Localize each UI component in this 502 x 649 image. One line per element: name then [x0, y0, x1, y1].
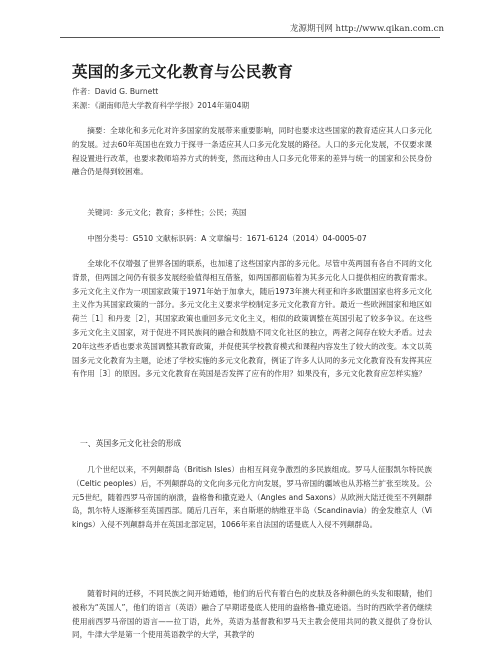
article-abstract: 摘要：全球化和多元化对许多国家的发展带来重要影响，同时也要求这些国家的教育适应其人口多元化的发展。过去60年英国也在致力于探寻一条适应其人口多元化发展的路径。人口的多元化发展，不仅要求课程设置进行改革，也要求教师培养方式的转变，然而这种由人口多元化带来的差异与统一的国家和公民身份融合仍是得到较困难。 — [72, 126, 432, 177]
section-heading: 一、英国多元文化社会的形成 — [80, 439, 182, 448]
header-divider — [60, 37, 440, 38]
article-title: 英国的多元文化教育与公民教育 — [72, 63, 294, 81]
body-paragraph: 几个世纪以来，不列颠群岛（British Isles）由相互间竞争激烈的多民族组成。罗马人征服凯尔特民族（Celtic peoples）后，不列颠群岛的文化向多元化方向发展，罗马帝国的疆域也从苏格兰扩张至埃及。公元5世纪，随着西罗马帝国的崩溃，盎格鲁和撒克逊人（Angles and Saxons）从欧洲大陆迁徙至不列颠群岛，凯尔特人逐渐移至英国西部。随后几百年，来自斯堪的纳维亚半岛（Scandinavia）的金发维京人（Vikings）入侵不列颠群岛并在英国北部定居，1066年来自法国的诺曼底人入侵不列颠群岛。 — [72, 465, 432, 530]
article-classification: 中图分类号：G510 文献标识码：A 文章编号：1671-6124（2014）04-0005-07 — [87, 234, 367, 243]
header-site-url: 龙源期刊网 http://www.qikan.com.cn — [289, 24, 444, 34]
article-keywords: 关键词：多元文化；教育；多样性；公民；英国 — [87, 208, 247, 217]
body-paragraph: 全球化不仅增强了世界各国的联系，也加速了这些国家内部的多元化。尽管中英两国有各自不同的文化背景，但两国之间仍有很多发展经验值得相互借鉴，如两国都面临着为其多元化人口提供相应的教育需求。多元文化主义作为一项国家政策于1971年始于加拿大，随后1973年澳大利亚和许多欧盟国家也将多元文化主义作为其国家政策的一部分。多元文化主义要求学校制定多元文化教育方针。最近一些欧洲国家和地区如荷兰［1］和丹麦［2］，其国家政策也重回多元文化主义，相似的政策调整在英国引起了较多争议。在这些多元文化主义国家，对于促进不同民族间的融合和鼓励不同文化社区的独立，两者之间存在较大矛盾。过去20年这些矛盾也要求英国调整其教育政策，并促使其学校教育模式和课程内容发生了较大的改变。本文以英国多元文化教育为主题，论述了学校实施的多元文化教育，例证了许多人认同的多元文化教育没有发挥其应有作用［3］的原因。多元文化教育在英国是否发挥了应有的作用？如果没有，多元文化教育应怎样实施？ — [72, 259, 432, 379]
body-paragraph: 随着时间的迁移，不同民族之间开始通婚，他们的后代有着白色的皮肤及各种颜色的头发和眼睛，他们被称为“英国人”，他们的语言（英语）融合了早期诺曼底人使用的盎格鲁-撒克逊语。当时的西欧学者仍继续使用前西罗马帝国的语言——拉丁语，此外，英语为基督教和罗马天主教会使用共同的教义提供了身份认同，牛津大学是第一个使用英语教学的大学，其教学的 — [72, 589, 432, 640]
article-source: 来源：《湖南师范大学教育科学学报》2014年第04期 — [72, 101, 250, 110]
article-author: 作者：David G. Burnett — [72, 87, 159, 96]
